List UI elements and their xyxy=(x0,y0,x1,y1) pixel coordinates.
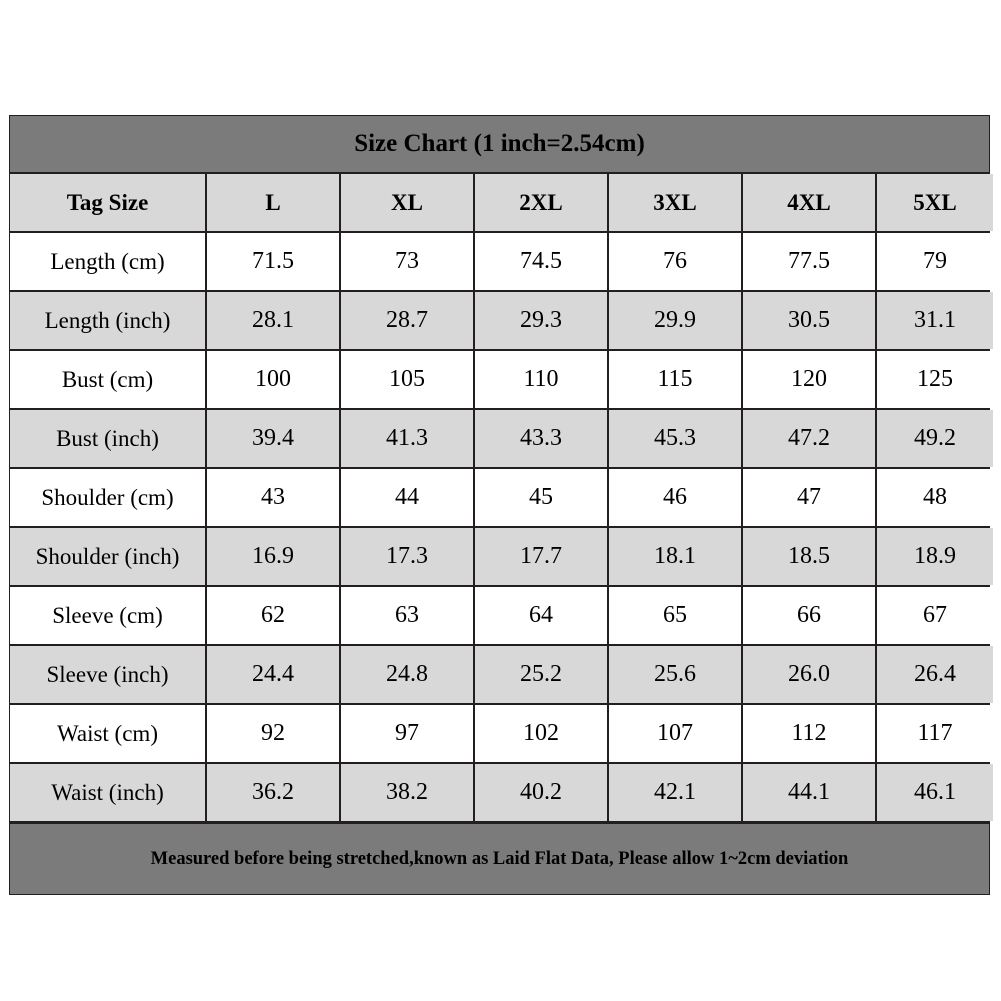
table-cell: 42.1 xyxy=(609,764,741,821)
table-cell: 79 xyxy=(877,233,993,290)
table-cell: 39.4 xyxy=(207,410,339,467)
table-cell: 66 xyxy=(743,587,875,644)
table-cell: 92 xyxy=(207,705,339,762)
header-cell-tag-size: Tag Size xyxy=(10,174,205,231)
table-cell: 43 xyxy=(207,469,339,526)
row-label: Waist (cm) xyxy=(10,705,205,762)
row-label: Sleeve (cm) xyxy=(10,587,205,644)
table-cell: 29.3 xyxy=(475,292,607,349)
table-cell: 110 xyxy=(475,351,607,408)
table-cell: 40.2 xyxy=(475,764,607,821)
table-cell: 26.0 xyxy=(743,646,875,703)
table-cell: 73 xyxy=(341,233,473,290)
header-cell-size: 2XL xyxy=(475,174,607,231)
table-cell: 105 xyxy=(341,351,473,408)
table-cell: 63 xyxy=(341,587,473,644)
row-label: Length (cm) xyxy=(10,233,205,290)
table-cell: 62 xyxy=(207,587,339,644)
table-cell: 26.4 xyxy=(877,646,993,703)
table-cell: 115 xyxy=(609,351,741,408)
table-cell: 71.5 xyxy=(207,233,339,290)
table-cell: 43.3 xyxy=(475,410,607,467)
row-label: Bust (cm) xyxy=(10,351,205,408)
table-cell: 102 xyxy=(475,705,607,762)
table-cell: 38.2 xyxy=(341,764,473,821)
table-cell: 25.6 xyxy=(609,646,741,703)
header-cell-size: XL xyxy=(341,174,473,231)
table-cell: 107 xyxy=(609,705,741,762)
row-label: Sleeve (inch) xyxy=(10,646,205,703)
header-cell-size: L xyxy=(207,174,339,231)
table-cell: 44.1 xyxy=(743,764,875,821)
table-cell: 28.7 xyxy=(341,292,473,349)
table-cell: 64 xyxy=(475,587,607,644)
table-cell: 45.3 xyxy=(609,410,741,467)
table-cell: 45 xyxy=(475,469,607,526)
table-cell: 46.1 xyxy=(877,764,993,821)
table-cell: 28.1 xyxy=(207,292,339,349)
table-cell: 18.5 xyxy=(743,528,875,585)
table-cell: 67 xyxy=(877,587,993,644)
size-chart xyxy=(9,115,990,895)
table-cell: 18.1 xyxy=(609,528,741,585)
header-cell-size: 5XL xyxy=(877,174,993,231)
table-cell: 47.2 xyxy=(743,410,875,467)
table-cell: 97 xyxy=(341,705,473,762)
row-label: Bust (inch) xyxy=(10,410,205,467)
row-label: Waist (inch) xyxy=(10,764,205,821)
table-cell: 41.3 xyxy=(341,410,473,467)
table-cell: 47 xyxy=(743,469,875,526)
table-cell: 46 xyxy=(609,469,741,526)
table-cell: 100 xyxy=(207,351,339,408)
row-label: Length (inch) xyxy=(10,292,205,349)
table-cell: 36.2 xyxy=(207,764,339,821)
table-cell: 49.2 xyxy=(877,410,993,467)
table-cell: 18.9 xyxy=(877,528,993,585)
table-cell: 112 xyxy=(743,705,875,762)
size-table xyxy=(10,174,989,821)
table-cell: 25.2 xyxy=(475,646,607,703)
table-cell: 74.5 xyxy=(475,233,607,290)
chart-title: Size Chart (1 inch=2.54cm) xyxy=(10,116,989,172)
table-cell: 17.3 xyxy=(341,528,473,585)
table-cell: 16.9 xyxy=(207,528,339,585)
table-cell: 17.7 xyxy=(475,528,607,585)
table-cell: 31.1 xyxy=(877,292,993,349)
row-label: Shoulder (cm) xyxy=(10,469,205,526)
table-cell: 65 xyxy=(609,587,741,644)
header-cell-size: 3XL xyxy=(609,174,741,231)
table-cell: 24.8 xyxy=(341,646,473,703)
header-cell-size: 4XL xyxy=(743,174,875,231)
table-cell: 44 xyxy=(341,469,473,526)
row-label: Shoulder (inch) xyxy=(10,528,205,585)
footer-note: Measured before being stretched,known as Laid Flat Data, Please allow 1~2cm deviation xyxy=(10,824,989,894)
table-cell: 125 xyxy=(877,351,993,408)
table-cell: 76 xyxy=(609,233,741,290)
table-cell: 120 xyxy=(743,351,875,408)
table-cell: 30.5 xyxy=(743,292,875,349)
table-cell: 48 xyxy=(877,469,993,526)
table-cell: 24.4 xyxy=(207,646,339,703)
table-cell: 77.5 xyxy=(743,233,875,290)
table-cell: 29.9 xyxy=(609,292,741,349)
table-cell: 117 xyxy=(877,705,993,762)
